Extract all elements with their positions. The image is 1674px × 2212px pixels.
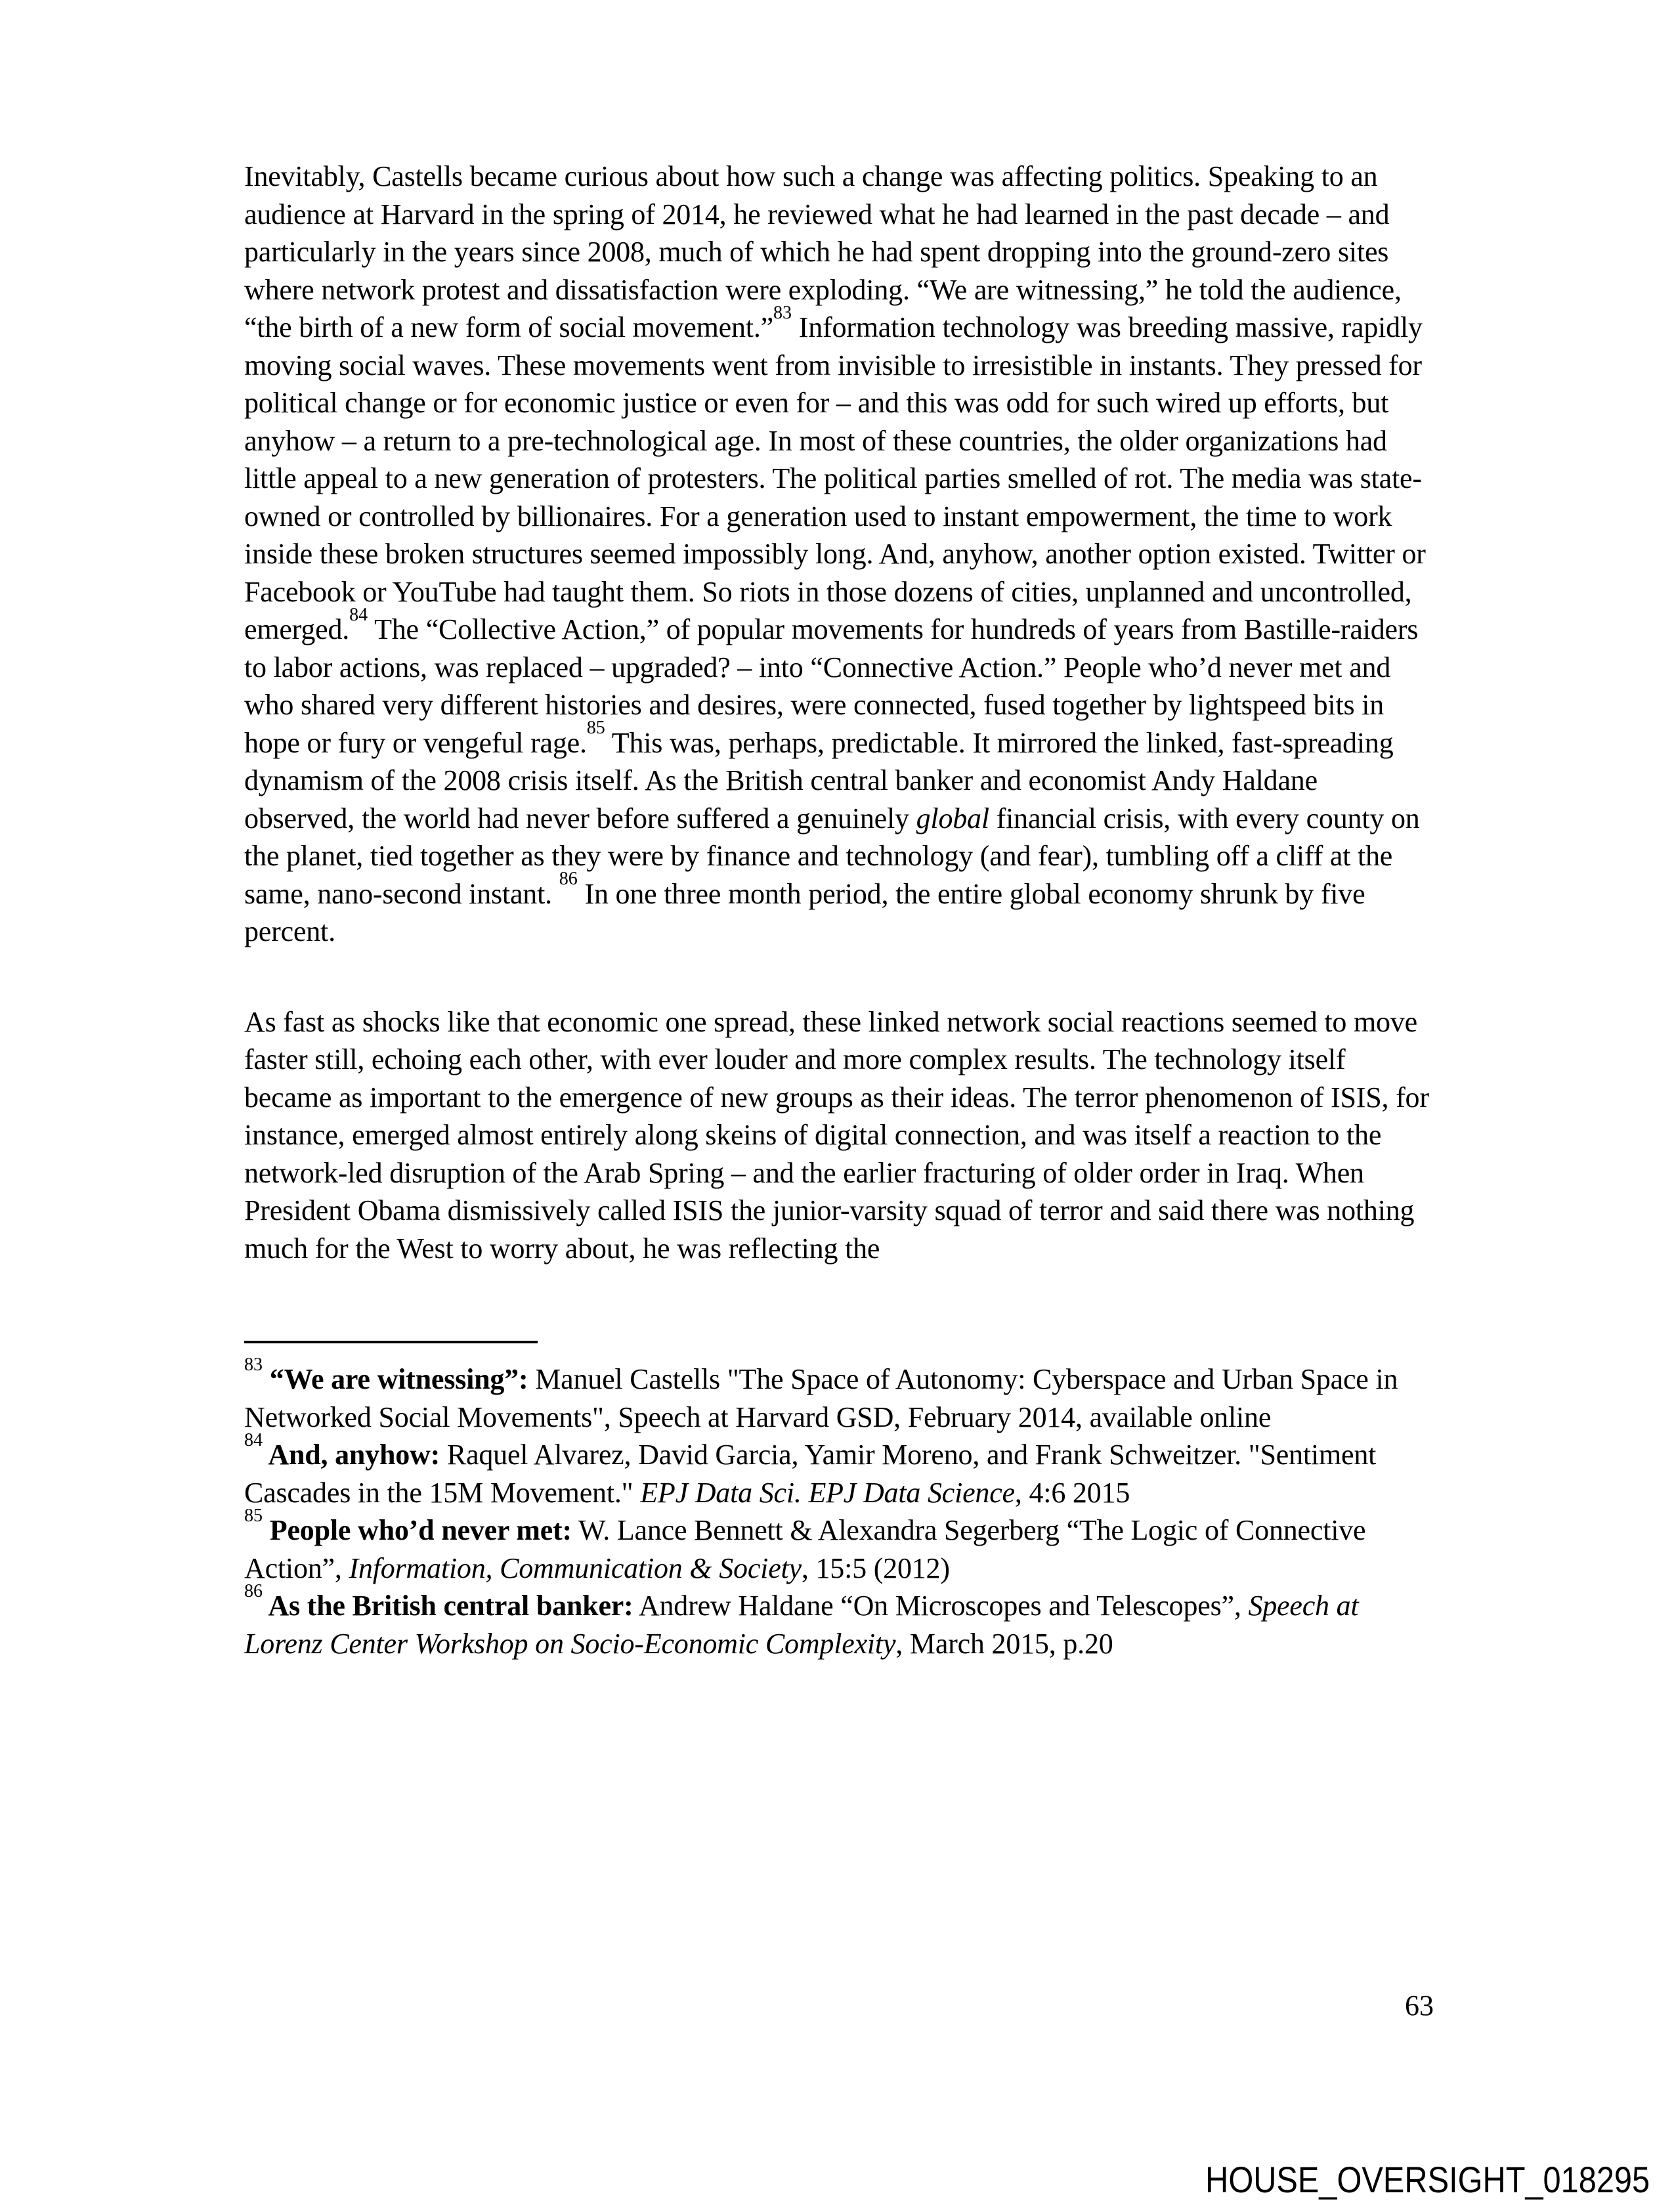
italic-word-global: global xyxy=(916,802,989,835)
footnote-84-number: 84 xyxy=(244,1429,263,1450)
footnote-83-lead: “We are witnessing”: xyxy=(263,1363,528,1395)
footnote-86 xyxy=(244,1580,1434,1662)
paragraph-1-text: In one three month period, the entire global economy shrunk by five percent. xyxy=(244,877,1365,947)
footnote-85-text: W. Lance Bennett & Alexandra Segerberg “The Logic of Connective Action”, xyxy=(244,1514,1366,1584)
footnote-86-text: Andrew Haldane “On Microscopes and Telescopes”, xyxy=(633,1590,1249,1622)
footnote-separator xyxy=(244,1341,538,1343)
footnote-83-text: Manuel Castells "The Space of Autonomy: Cyberspace and Urban Space in Networked Social Movements", Speech at Harvard GSD, February 2014, available online xyxy=(244,1363,1398,1433)
footnote-86-number: 86 xyxy=(244,1580,263,1601)
footnote-84-journal: EPJ Data Sci. EPJ Data Science xyxy=(640,1476,1015,1509)
footnote-ref-86: 86 xyxy=(559,869,578,890)
footnotes-section xyxy=(244,1354,1434,1662)
footnote-83-number: 83 xyxy=(244,1354,263,1375)
footnote-85-number: 85 xyxy=(244,1505,263,1526)
footnote-85 xyxy=(244,1505,1434,1587)
paragraph-2: As fast as shocks like that economic one spread, these linked network social reactions seemed to move faster still, echoing each other, with ever louder and more complex results. The technology itself became as important to the emergence of new groups as their ideas. The terror phenomenon of ISIS, for instance, emerged almost entirely along skeins of digital connection, and was itself a reaction to the network-led disruption of the Arab Spring – and the earlier fracturing of older order in Iraq. When President Obama dismissively called ISIS the junior-varsity squad of terror and said there was nothing much for the West to worry about, he was reflecting the xyxy=(244,1005,1429,1265)
paragraph-1 xyxy=(244,158,1434,951)
footnote-85-text: , 15:5 (2012) xyxy=(801,1551,950,1584)
bates-stamp: HOUSE_OVERSIGHT_018295 xyxy=(1205,2159,1650,2200)
footnote-84-text: Raquel Alvarez, David Garcia, Yamir Moreno, and Frank Schweitzer. "Sentiment Cascades in the 15M Movement." xyxy=(244,1439,1377,1509)
footnote-84 xyxy=(244,1429,1434,1511)
paragraph-1-text: This was, perhaps, predictable. It mirrored the linked, fast-spreading dynamism of the 2008 crisis itself. As the British central banker and economist Andy Haldane observed, the world had never before suffered a genuinely xyxy=(244,726,1394,835)
footnote-ref-85: 85 xyxy=(586,718,605,739)
paragraph-1-text: Inevitably, Castells became curious about how such a change was affecting politics. Speaking to an audience at Harvard in the spring of 2014, he reviewed what he had learned in the past decade – and particularly in the years since 2008, much of which he had spent dropping into the ground-zero sites where network protest and dissatisfaction were exploding. “We are witnessing,” he told the audience, “the birth of a new form of social movement.” xyxy=(244,160,1402,343)
page-number: 63 xyxy=(1405,1989,1434,2022)
footnote-85-journal: Information, Communication & Society xyxy=(349,1551,802,1584)
footnote-86-lead: As the British central banker: xyxy=(263,1590,633,1622)
footnote-86-title: Speech at Lorenz Center Workshop on Socio-Economic Complexity xyxy=(244,1590,1359,1660)
footnote-ref-83: 83 xyxy=(773,302,792,323)
paragraph-1-text: The “Collective Action,” of popular movements for hundreds of years from Bastille-raiders to labor actions, was replaced – upgraded? – into “Connective Action.” People who’d never met and who shared very different histories and desires, were connected, fused together by lightspeed bits in hope or fury or vengeful rage. xyxy=(244,613,1419,759)
paragraph-1-text: financial crisis, with every county on the planet, tied together as they were by finance and technology (and fear), tumbling off a cliff at the same, nano-second instant. xyxy=(244,802,1420,910)
footnote-84-text: , 4:6 2015 xyxy=(1014,1476,1130,1509)
footnote-86-text: , March 2015, p.20 xyxy=(895,1627,1113,1660)
footnote-85-lead: People who’d never met: xyxy=(263,1514,572,1546)
paragraph-1-text: Information technology was breeding massive, rapidly moving social waves. These movements went from invisible to irresistible in instants. They pressed for political change or for economic justice or even for – and this was odd for such wired up efforts, but anyhow – a return to a pre-technological age. In most of these countries, the older organizations had little appeal to a new generation of protesters. The political parties smelled of rot. The media was state-owned or controlled by billionaires. For a generation used to instant empowerment, the time to work inside these broken structures seemed impossibly long. And, anyhow, another option existed. Twitter or Facebook or YouTube had taught them. So riots in those dozens of cities, unplanned and uncontrolled, emerged. xyxy=(244,311,1426,645)
footnote-83 xyxy=(244,1354,1434,1436)
body-text xyxy=(244,158,1434,1662)
footnote-84-lead: And, anyhow: xyxy=(263,1439,440,1471)
footnote-ref-84: 84 xyxy=(349,604,368,625)
